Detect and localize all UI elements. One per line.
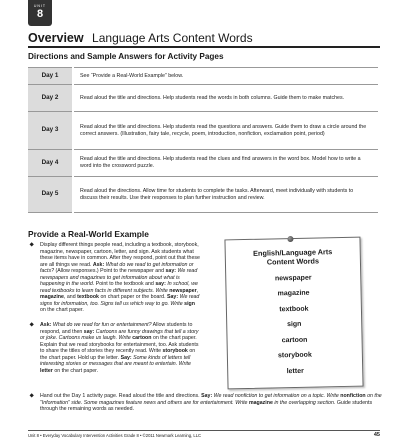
bullet-2: Ask: What do we read for fun or entertainment? Allow students to respond, and then say: Cartoons are funny drawings that tell a story or joke. Cartoons make us laugh. Write cartoon on the chart paper. Explain that we read storybooks for entertainment, too. Ask students to share the titles of stories they recently read. Write storybook on the chart paper. Hold up the letter. Say: Some kinds of letters tell interesting stories or messages that are meant to entertain. Write letter on the chart paper. bbox=[30, 322, 200, 374]
directions-title: Directions and Sample Answers for Activity Pages bbox=[28, 52, 224, 61]
board-word: newspaper bbox=[274, 274, 312, 283]
page-subtitle: Language Arts Content Words bbox=[92, 31, 253, 45]
day-description: Read aloud the directions. Allow time for students to complete the tasks. Afterward, meet individually with students to discuss their results. Use their responses to plan further instruction and review. bbox=[73, 177, 378, 213]
header-rule bbox=[28, 46, 380, 48]
page-title: Overview bbox=[28, 31, 84, 45]
table-row bbox=[28, 85, 378, 112]
table-row bbox=[28, 112, 378, 150]
day-label: Day 2 bbox=[28, 85, 73, 112]
day-label: Day 3 bbox=[28, 112, 73, 150]
table-row bbox=[28, 68, 378, 85]
page-header bbox=[28, 29, 380, 47]
day-label: Day 1 bbox=[28, 68, 73, 85]
day-label: Day 4 bbox=[28, 150, 73, 177]
board-word: magazine bbox=[277, 289, 310, 298]
day-description: Read aloud the title and directions. Help students read the words in both columns. Guide them to make matches. bbox=[73, 85, 378, 112]
bullet-1: Display different things people read, including a textbook, storybook, magazine, newspaper, cartoon, letter, and sign. Ask students what these items have in common. After they respond, point out that these are all things we read. Ask: What do we read to get information or facts? (Allow responses.) Point to the newspaper and say: We read newspapers and magazines to get information about what is happening in the world. Point to the textbook and say: In school, we read textbooks to learn facts in different subjects. Write newspaper, magazine, and textbook on chart paper or the board. Say: We read signs for information, too. Signs tell us which way to go. Write sign on the chart paper. bbox=[30, 242, 200, 314]
unit-badge bbox=[28, 0, 52, 26]
diamond-bullet-icon bbox=[29, 242, 34, 247]
board-word: textbook bbox=[279, 305, 309, 313]
diamond-bullet-icon bbox=[29, 322, 34, 327]
board-word: letter bbox=[286, 367, 304, 375]
day-label: Day 5 bbox=[28, 177, 73, 213]
bullet-3: Hand out the Day 1 activity page. Read aloud the title and directions. Say: We read nonfiction to get information on a topic. Write nonfiction on the “Information” side. Some magazines feature news and others are for entertainment. Write magazine in the overlapping section. Guide students through the remaining words as needed. bbox=[30, 393, 388, 413]
unit-label: UNIT bbox=[33, 4, 47, 8]
unit-number: 8 bbox=[36, 8, 44, 20]
pushpin-icon bbox=[287, 236, 293, 242]
days-table bbox=[28, 67, 378, 213]
day-description: Read aloud the title and directions. Help students read the clues and find answers in the word box. Model how to write a word into the crossword puzzle. bbox=[73, 150, 378, 177]
real-world-title: Provide a Real-World Example bbox=[28, 229, 149, 239]
board-word: storybook bbox=[277, 351, 312, 360]
table-row bbox=[28, 150, 378, 177]
diamond-bullet-icon bbox=[29, 393, 34, 398]
footer-rule bbox=[28, 430, 380, 431]
board-word: cartoon bbox=[281, 336, 308, 344]
board-word: sign bbox=[286, 321, 302, 329]
table-row bbox=[28, 177, 378, 213]
footer-text: Unit 8 • Everyday Vocabulary Intervention Activities Grade 8 • ©2011 Newmark Learning, LLC bbox=[28, 433, 202, 438]
board-title: English/Language Arts Content Words bbox=[253, 247, 333, 267]
day-description: See “Provide a Real-World Example” below. bbox=[73, 68, 378, 85]
page-number: 45 bbox=[373, 432, 380, 438]
day-description: Read aloud the title and directions. Help students read the questions and answers. Guide them to draw a circle around the correct answers. (Illustration, fairy tale, recycle, poem, introduction, nonfiction, exclamation point, period) bbox=[73, 112, 378, 150]
chart-paper-board bbox=[224, 237, 363, 390]
